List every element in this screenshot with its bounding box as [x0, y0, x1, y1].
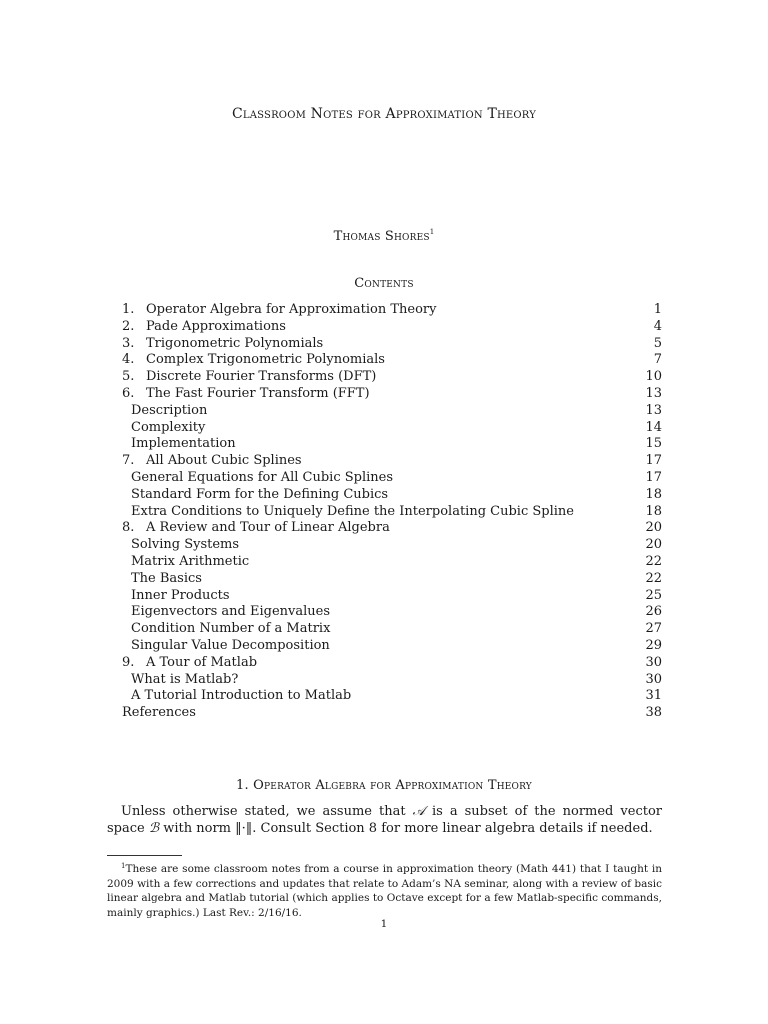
toc-entry-page: 20 — [645, 537, 662, 553]
footnote-mark: 1 — [121, 862, 126, 870]
toc-entry[interactable] — [122, 403, 662, 420]
toc-entry-page: 27 — [645, 621, 662, 637]
toc-entry-title — [122, 504, 574, 521]
toc-entry-page: 17 — [645, 453, 662, 469]
toc-entry[interactable] — [122, 655, 662, 672]
toc-entry-page: 22 — [645, 570, 662, 586]
toc-entry[interactable] — [122, 588, 662, 605]
toc-entry-label: Extra Conditions to Uniquely Define the Interpolating Cubic Spline — [131, 503, 574, 519]
toc-entry-title — [122, 705, 196, 722]
toc-entry[interactable] — [122, 504, 662, 521]
author-footnote-mark: 1 — [429, 228, 435, 236]
section-heading: 1. Operator Algebra for Approximation Theory — [236, 778, 532, 793]
toc-entry-page: 25 — [645, 587, 662, 603]
toc-entry-label: A Review and Tour of Linear Algebra — [146, 520, 390, 536]
toc-entry-title — [122, 319, 286, 336]
toc-entry-label: The Basics — [131, 570, 202, 586]
toc-entry-number: 1. — [122, 302, 135, 317]
toc-entry-page: 18 — [645, 486, 662, 502]
toc-entry[interactable] — [122, 336, 662, 353]
author-line — [0, 228, 768, 244]
toc-entry-page: 18 — [645, 503, 662, 519]
toc-entry-label: Standard Form for the Defining Cubics — [131, 486, 389, 502]
toc-entry-label: Eigenvectors and Eigenvalues — [131, 604, 331, 620]
table-of-contents — [122, 302, 662, 722]
toc-entry-label: A Tour of Matlab — [146, 654, 258, 670]
toc-entry-page: 30 — [645, 671, 662, 687]
toc-entry[interactable] — [122, 420, 662, 437]
toc-entry-page: 31 — [645, 688, 662, 704]
body-text-2: is a subset of the normed vector space — [107, 804, 662, 836]
toc-entry-page: 30 — [645, 654, 662, 670]
toc-entry[interactable] — [122, 453, 662, 470]
toc-entry-number: 8. — [122, 520, 135, 536]
toc-entry-title — [122, 638, 330, 655]
body-text-3: with norm ‖·‖. Consult Section 8 for more linear algebra details if needed. — [159, 821, 653, 836]
toc-entry-number: 9. — [122, 654, 135, 670]
toc-entry-title — [122, 436, 236, 453]
toc-entry-title — [122, 403, 207, 420]
toc-entry-number: 3. — [122, 335, 135, 351]
toc-entry-title — [122, 420, 205, 437]
toc-entry[interactable] — [122, 369, 662, 386]
symbol-B: ℬ — [148, 821, 160, 836]
toc-entry-label: Discrete Fourier Transforms (DFT) — [146, 369, 377, 385]
toc-entry-title — [122, 588, 230, 605]
symbol-A: 𝒜 — [412, 804, 425, 819]
toc-entry-title — [122, 520, 390, 537]
toc-entry[interactable] — [122, 621, 662, 638]
toc-entry-page: 5 — [653, 335, 662, 351]
body-text-1: Unless otherwise stated, we assume that — [121, 804, 413, 819]
contents-heading: Contents — [354, 276, 414, 291]
toc-entry[interactable] — [122, 705, 662, 722]
toc-entry-label: Complex Trigonometric Polynomials — [146, 352, 385, 368]
toc-entry[interactable] — [122, 638, 662, 655]
toc-entry[interactable] — [122, 436, 662, 453]
toc-entry-title — [122, 537, 239, 554]
toc-entry-title — [122, 688, 351, 705]
toc-entry-title — [122, 655, 257, 672]
toc-entry-page: 26 — [645, 604, 662, 620]
toc-entry-label: Operator Algebra for Approximation Theory — [146, 302, 437, 317]
document-title: Classroom Notes for Approximation Theory — [231, 106, 537, 122]
toc-entry-label: Singular Value Decomposition — [131, 637, 330, 653]
toc-entry-label: A Tutorial Introduction to Matlab — [131, 688, 352, 704]
toc-entry-label: Inner Products — [131, 587, 230, 603]
toc-entry-label: Solving Systems — [131, 537, 240, 553]
toc-entry-label: All About Cubic Splines — [146, 453, 302, 469]
toc-entry-page: 14 — [645, 419, 662, 435]
toc-entry-label: Pade Approximations — [146, 318, 286, 334]
toc-entry-page: 7 — [653, 352, 662, 368]
footnote-rule — [107, 855, 182, 856]
author-name: Thomas Shores — [333, 229, 430, 244]
toc-entry-page: 17 — [645, 469, 662, 485]
toc-entry[interactable] — [122, 319, 662, 336]
toc-entry-page: 38 — [645, 705, 662, 721]
toc-entry[interactable] — [122, 386, 662, 403]
toc-entry-title — [122, 336, 323, 353]
toc-entry-page: 20 — [645, 520, 662, 536]
toc-entry-label: Implementation — [131, 436, 236, 452]
toc-entry-title — [122, 302, 436, 319]
toc-entry[interactable] — [122, 352, 662, 369]
page-number: 1 — [380, 918, 388, 930]
toc-entry-title — [122, 487, 388, 504]
toc-entry[interactable] — [122, 520, 662, 537]
toc-entry[interactable] — [122, 537, 662, 554]
toc-entry-title — [122, 672, 238, 689]
toc-entry-page: 13 — [645, 385, 662, 401]
section-body-paragraph — [107, 803, 662, 837]
toc-entry[interactable] — [122, 554, 662, 571]
toc-entry[interactable] — [122, 688, 662, 705]
toc-entry-label: References — [122, 705, 196, 721]
toc-entry-page: 22 — [645, 553, 662, 569]
toc-entry-page: 10 — [645, 369, 662, 385]
toc-entry-label: Complexity — [131, 419, 206, 435]
toc-entry-label: General Equations for All Cubic Splines — [131, 469, 394, 485]
toc-entry-title — [122, 470, 393, 487]
toc-entry-title — [122, 604, 330, 621]
footnote-text: These are some classroom notes from a course in approximation theory (Math 441) that I taught in 2009 with a few corrections and updates that relate to Adam’s NA seminar, along with a review of basic linear algebra and Matlab tutorial (which applies to Octave except for a few Matlab-specific commands, mainly graphics.) Last Rev.: 2/16/16. — [107, 863, 662, 919]
toc-entry-title — [122, 386, 370, 403]
toc-entry-label: Trigonometric Polynomials — [146, 335, 324, 351]
toc-entry[interactable] — [122, 302, 662, 319]
toc-entry-page: 4 — [653, 318, 662, 334]
toc-entry-title — [122, 571, 202, 588]
toc-entry-number: 5. — [122, 369, 135, 385]
toc-entry-title — [122, 369, 376, 386]
toc-entry-page: 29 — [645, 637, 662, 653]
toc-entry-title — [122, 453, 302, 470]
toc-entry-number: 4. — [122, 352, 135, 368]
toc-entry[interactable] — [122, 672, 662, 689]
toc-entry-title — [122, 621, 330, 638]
toc-entry-page: 15 — [645, 436, 662, 452]
toc-entry[interactable] — [122, 470, 662, 487]
toc-entry-label: The Fast Fourier Transform (FFT) — [146, 385, 370, 401]
toc-entry-label: Condition Number of a Matrix — [131, 621, 331, 637]
toc-entry-title — [122, 352, 385, 369]
toc-entry[interactable] — [122, 604, 662, 621]
toc-entry-label: What is Matlab? — [131, 671, 239, 687]
toc-entry[interactable] — [122, 487, 662, 504]
footnote — [107, 859, 662, 920]
toc-entry-page: 13 — [645, 402, 662, 418]
toc-entry-number: 7. — [122, 453, 135, 469]
toc-entry-label: Matrix Arithmetic — [131, 553, 250, 569]
toc-entry-title — [122, 554, 249, 571]
toc-entry[interactable] — [122, 571, 662, 588]
toc-entry-number: 6. — [122, 385, 135, 401]
toc-entry-label: Description — [131, 402, 208, 418]
toc-entry-number: 2. — [122, 318, 135, 334]
toc-entry-page: 1 — [653, 302, 662, 317]
